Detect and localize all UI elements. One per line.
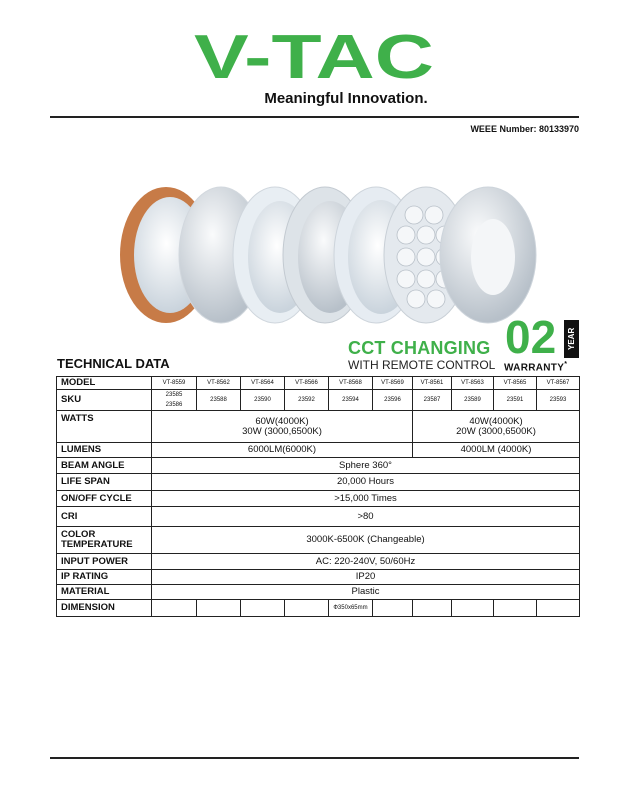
lumens-group-b: 4000LM (4000K) bbox=[413, 443, 580, 458]
sku-value: 23585 bbox=[165, 392, 183, 398]
warranty-badge bbox=[504, 311, 580, 376]
top-divider bbox=[50, 116, 579, 118]
dimension-cell bbox=[197, 600, 241, 617]
model-cell: VT-8562 bbox=[197, 377, 241, 390]
sku-cell: 23594 bbox=[329, 390, 373, 411]
model-cell: VT-8559 bbox=[152, 377, 197, 390]
label-watts: WATTS bbox=[57, 411, 152, 443]
cycle-value: >15,000 Times bbox=[152, 491, 580, 507]
sku-cell: 23591 bbox=[494, 390, 537, 411]
label-input: INPUT POWER bbox=[57, 554, 152, 570]
logo-text: V-TAC bbox=[194, 28, 434, 84]
label-lumens: LUMENS bbox=[57, 443, 152, 458]
label-dimension: DIMENSION bbox=[57, 600, 152, 617]
row-material bbox=[57, 585, 580, 600]
label-beam: BEAM ANGLE bbox=[57, 458, 152, 474]
remote-control: WITH REMOTE CONTROL bbox=[348, 358, 496, 372]
sku-value: 23586 bbox=[165, 402, 183, 408]
row-sku bbox=[57, 390, 580, 411]
cct-promo bbox=[348, 339, 495, 372]
warranty-years: 02 bbox=[505, 311, 557, 363]
warranty-label bbox=[504, 361, 567, 373]
dimension-value: Ф350x65mm bbox=[329, 600, 373, 617]
row-lumens bbox=[57, 443, 580, 458]
model-cell: VT-8561 bbox=[413, 377, 452, 390]
label-cri: CRI bbox=[57, 507, 152, 527]
watts-value: 20W (3000,6500K) bbox=[456, 425, 536, 437]
model-cell: VT-8565 bbox=[494, 377, 537, 390]
label-color-temp bbox=[57, 527, 152, 554]
label-model: MODEL bbox=[57, 377, 152, 390]
dimension-cell bbox=[537, 600, 580, 617]
model-cell: VT-8564 bbox=[241, 377, 285, 390]
dimension-cell bbox=[452, 600, 494, 617]
sku-cell: 23589 bbox=[452, 390, 494, 411]
technical-data-table bbox=[56, 376, 580, 617]
row-ip bbox=[57, 570, 580, 585]
beam-value: Sphere 360° bbox=[152, 458, 580, 474]
warranty-mark: * bbox=[564, 361, 568, 368]
row-dimension bbox=[57, 600, 580, 617]
sku-cell: 23587 bbox=[413, 390, 452, 411]
product-lamps-image bbox=[118, 185, 538, 325]
warranty-text: WARRANTY bbox=[504, 362, 565, 374]
watts-group-b bbox=[413, 411, 580, 443]
life-value: 20,000 Hours bbox=[152, 474, 580, 491]
dimension-cell bbox=[494, 600, 537, 617]
model-cell: VT-8566 bbox=[285, 377, 329, 390]
tagline: Meaningful Innovation. bbox=[264, 90, 428, 107]
sku-cell: 23590 bbox=[241, 390, 285, 411]
sku-cell bbox=[152, 390, 197, 411]
label-color: COLOR bbox=[61, 529, 96, 540]
sku-cell: 23593 bbox=[537, 390, 580, 411]
dimension-cell bbox=[413, 600, 452, 617]
section-title: TECHNICAL DATA bbox=[57, 356, 170, 371]
row-cycle bbox=[57, 491, 580, 507]
cct-changing: CCT CHANGING bbox=[348, 338, 491, 358]
label-cycle: ON/OFF CYCLE bbox=[57, 491, 152, 507]
row-life bbox=[57, 474, 580, 491]
row-cri bbox=[57, 507, 580, 527]
lumens-group-a: 6000LM(6000K) bbox=[152, 443, 413, 458]
bottom-divider bbox=[50, 757, 579, 759]
row-model bbox=[57, 377, 580, 390]
watts-group-a bbox=[152, 411, 413, 443]
model-cell: VT-8568 bbox=[329, 377, 373, 390]
sku-cell: 23592 bbox=[285, 390, 329, 411]
row-watts bbox=[57, 411, 580, 443]
watts-value: 40W(4000K) bbox=[469, 415, 523, 427]
dimension-cell bbox=[152, 600, 197, 617]
row-input bbox=[57, 554, 580, 570]
model-cell: VT-8569 bbox=[373, 377, 413, 390]
sku-cell: 23588 bbox=[197, 390, 241, 411]
dimension-cell bbox=[285, 600, 329, 617]
model-cell: VT-8567 bbox=[537, 377, 580, 390]
v-tac-logo bbox=[193, 28, 435, 84]
model-cell: VT-8563 bbox=[452, 377, 494, 390]
warranty-year-label: YEAR bbox=[564, 320, 579, 358]
label-ip: IP RATING bbox=[57, 570, 152, 585]
sku-cell: 23596 bbox=[373, 390, 413, 411]
watts-value: 60W(4000K) bbox=[255, 415, 309, 427]
label-temperature: TEMPERATURE bbox=[61, 539, 133, 550]
material-value: Plastic bbox=[152, 585, 580, 600]
dimension-cell bbox=[373, 600, 413, 617]
row-color-temp bbox=[57, 527, 580, 554]
label-sku: SKU bbox=[57, 390, 152, 411]
dimension-cell bbox=[241, 600, 285, 617]
row-beam bbox=[57, 458, 580, 474]
ip-value: IP20 bbox=[152, 570, 580, 585]
color-temp-value: 3000K-6500K (Changeable) bbox=[152, 527, 580, 554]
watts-value: 30W (3000,6500K) bbox=[242, 425, 322, 437]
weee-number: WEEE Number: 80133970 bbox=[470, 124, 579, 134]
cri-value: >80 bbox=[152, 507, 580, 527]
input-value: AC: 220-240V, 50/60Hz bbox=[152, 554, 580, 570]
label-material: MATERIAL bbox=[57, 585, 152, 600]
label-life: LIFE SPAN bbox=[57, 474, 152, 491]
